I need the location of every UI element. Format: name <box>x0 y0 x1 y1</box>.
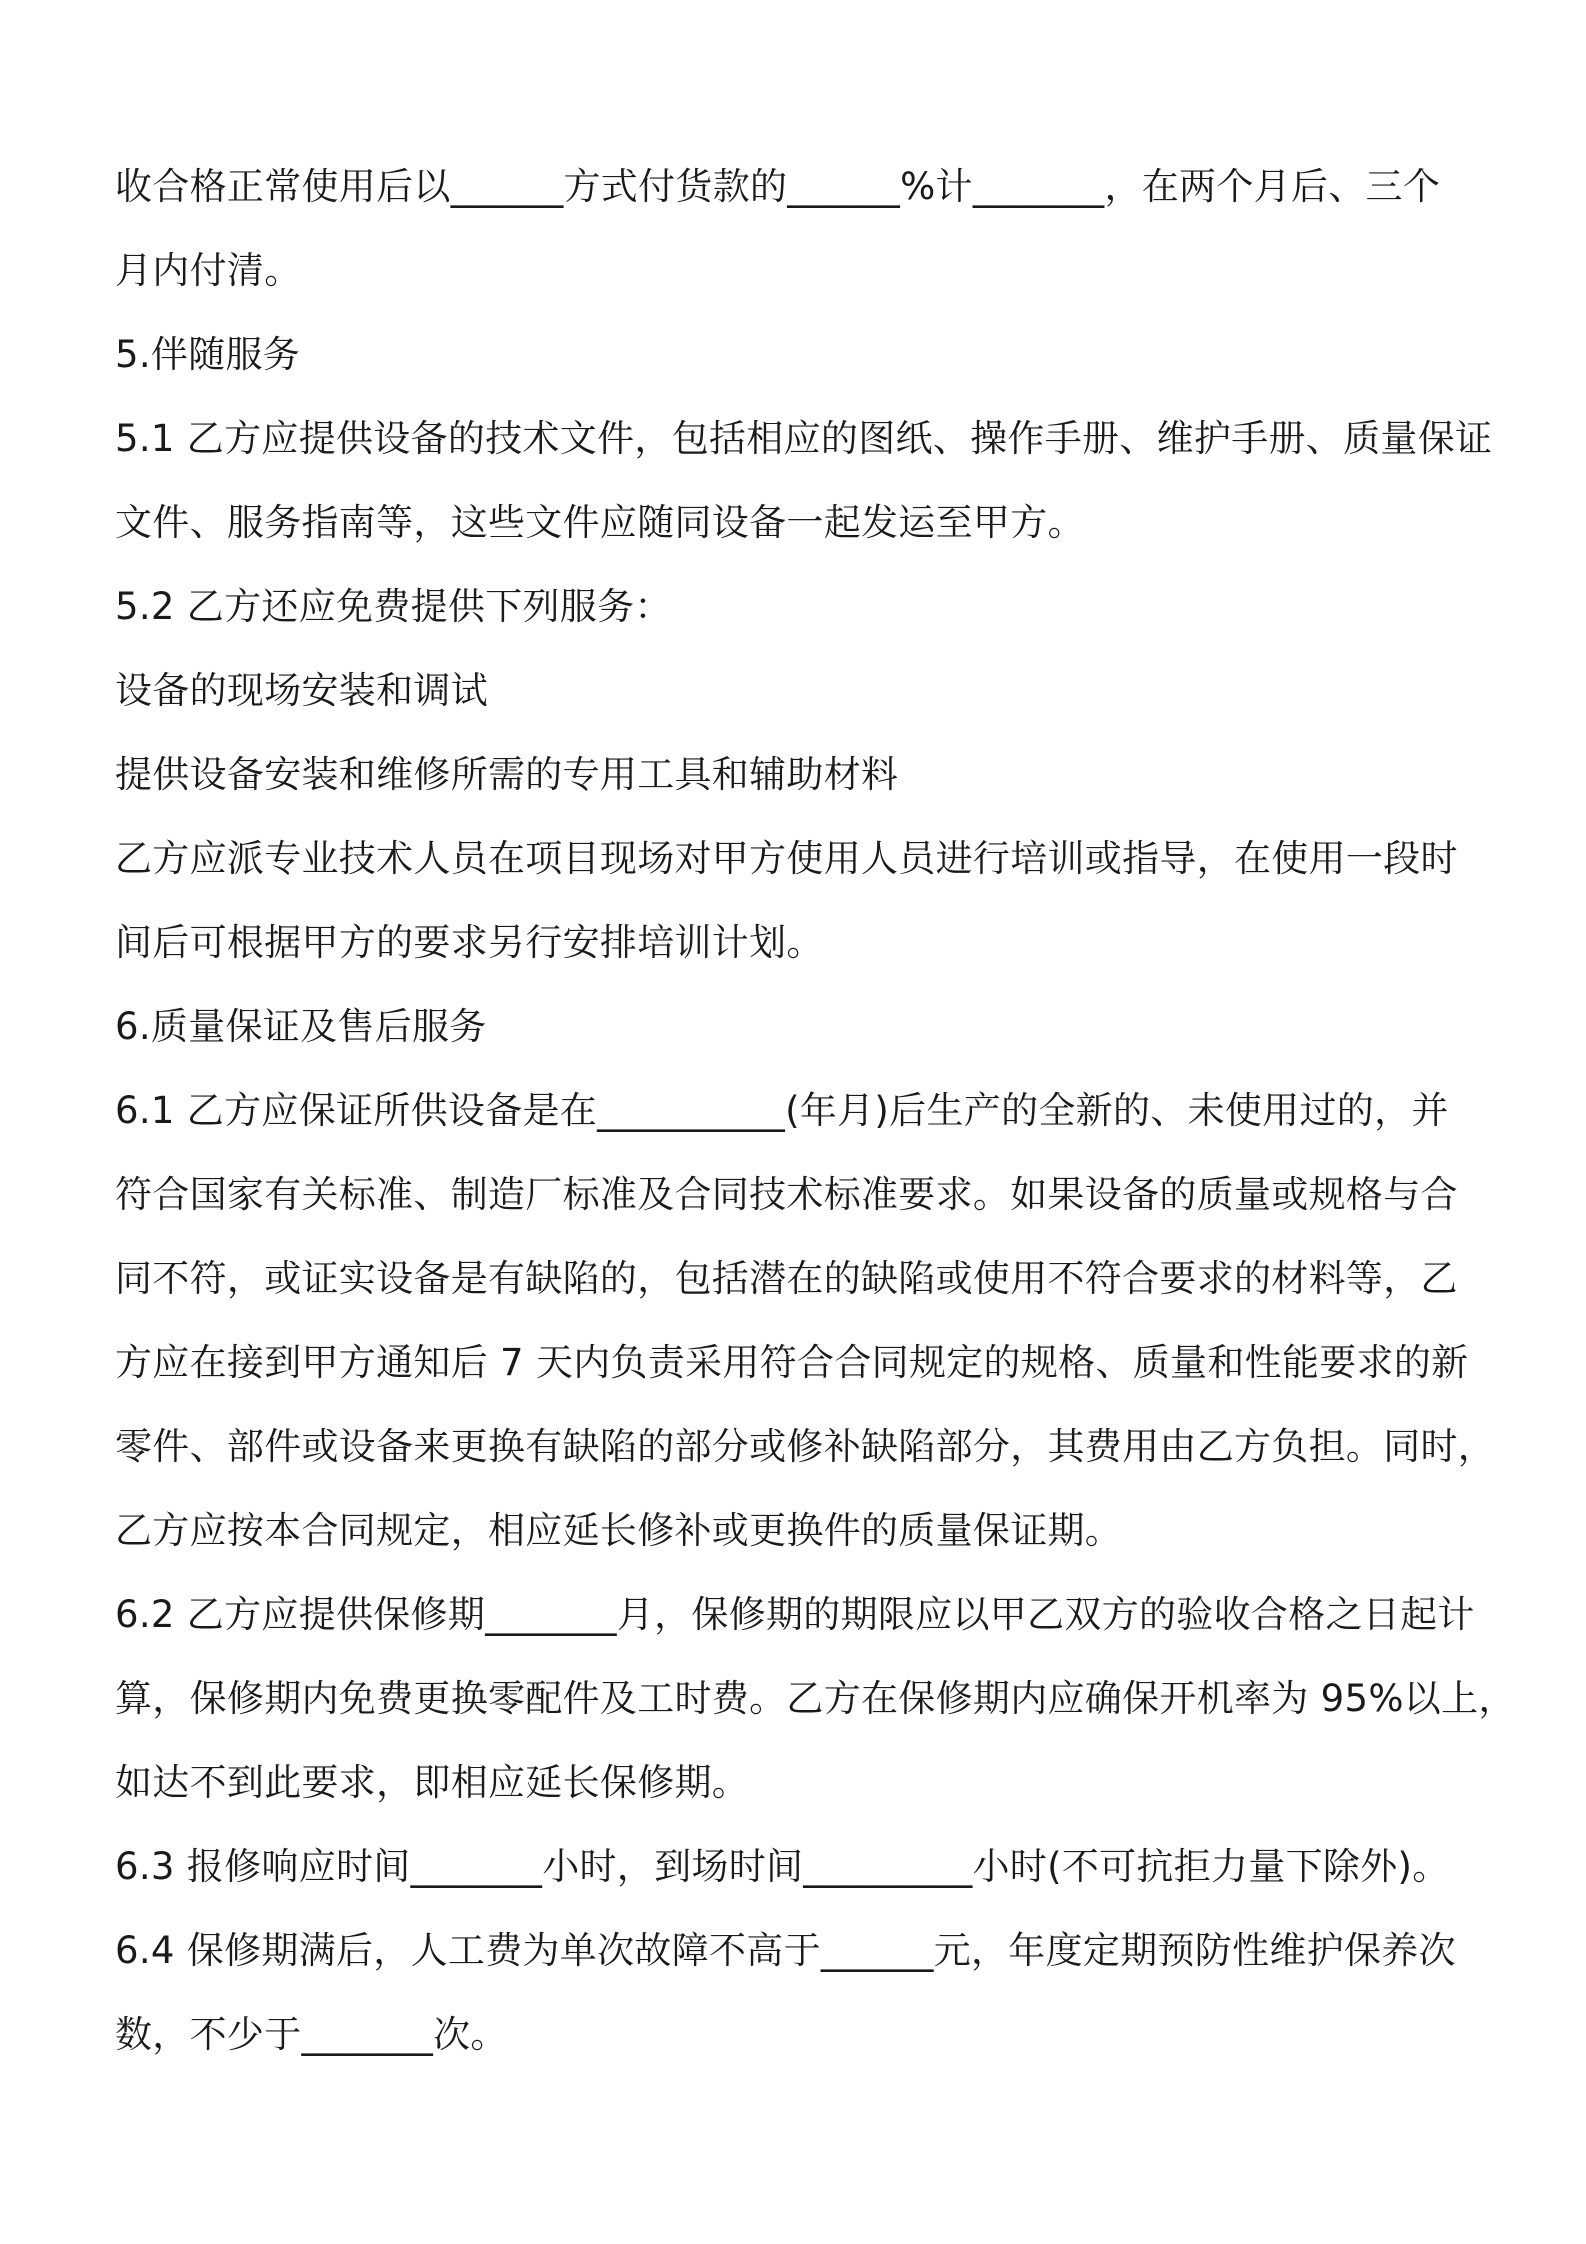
section-heading-5: 5.伴随服务 <box>115 333 301 376</box>
text-line-1: 收合格正常使用后以______方式付货款的______%计_______，在两个月后、三个 <box>115 165 1441 208</box>
text-line-6-1-c: 同不符，或证实设备是有缺陷的，包括潜在的缺陷或使用不符合要求的材料等，乙 <box>115 1257 1458 1300</box>
text-line-6-1-e: 零件、部件或设备来更换有缺陷的部分或修补缺陷部分，其费用由乙方负担。同时， <box>115 1425 1496 1468</box>
text-line-6-1-b: 符合国家有关标准、制造厂标准及合同技术标准要求。如果设备的质量或规格与合 <box>115 1173 1458 1216</box>
text-line-6-2-c: 如达不到此要求，即相应延长保修期。 <box>115 1761 750 1804</box>
section-heading-6: 6.质量保证及售后服务 <box>115 1005 487 1048</box>
service-item-install: 设备的现场安装和调试 <box>115 669 488 712</box>
text-line-6-1-a: 6.1 乙方应保证所供设备是在__________(年月)后生产的全新的、未使用过的，并 <box>115 1089 1449 1132</box>
text-line-6-1-f: 乙方应按本合同规定，相应延长修补或更换件的质量保证期。 <box>115 1509 1123 1552</box>
service-item-training-b: 间后可根据甲方的要求另行安排培训计划。 <box>115 921 824 964</box>
text-line-6-4-b: 数，不少于_______次。 <box>115 2013 508 2056</box>
text-line-6-4-a: 6.4 保修期满后，人工费为单次故障不高于______元，年度定期预防性维护保养次 <box>115 1929 1456 1972</box>
service-item-tools: 提供设备安装和维修所需的专用工具和辅助材料 <box>115 753 899 796</box>
text-line-6-3: 6.3 报修响应时间_______小时，到场时间_________小时(不可抗拒力量下除外)。 <box>115 1845 1450 1888</box>
text-line-5-1-b: 文件、服务指南等，这些文件应随同设备一起发运至甲方。 <box>115 501 1085 544</box>
text-line-2: 月内付清。 <box>115 249 302 292</box>
text-line-6-2-a: 6.2 乙方应提供保修期_______月，保修期的期限应以甲乙双方的验收合格之日起计 <box>115 1593 1475 1636</box>
text-line-5-1-a: 5.1 乙方应提供设备的技术文件，包括相应的图纸、操作手册、维护手册、质量保证 <box>115 417 1493 460</box>
text-line-6-2-b: 算，保修期内免费更换零配件及工时费。乙方在保修期内应确保开机率为 95%以上， <box>115 1677 1516 1720</box>
text-line-5-2: 5.2 乙方还应免费提供下列服务： <box>115 585 672 628</box>
service-item-training-a: 乙方应派专业技术人员在项目现场对甲方使用人员进行培训或指导，在使用一段时 <box>115 837 1458 880</box>
contract-page <box>115 145 1516 2077</box>
text-line-6-1-d: 方应在接到甲方通知后 7 天内负责采用符合合同规定的规格、质量和性能要求的新 <box>115 1341 1469 1384</box>
